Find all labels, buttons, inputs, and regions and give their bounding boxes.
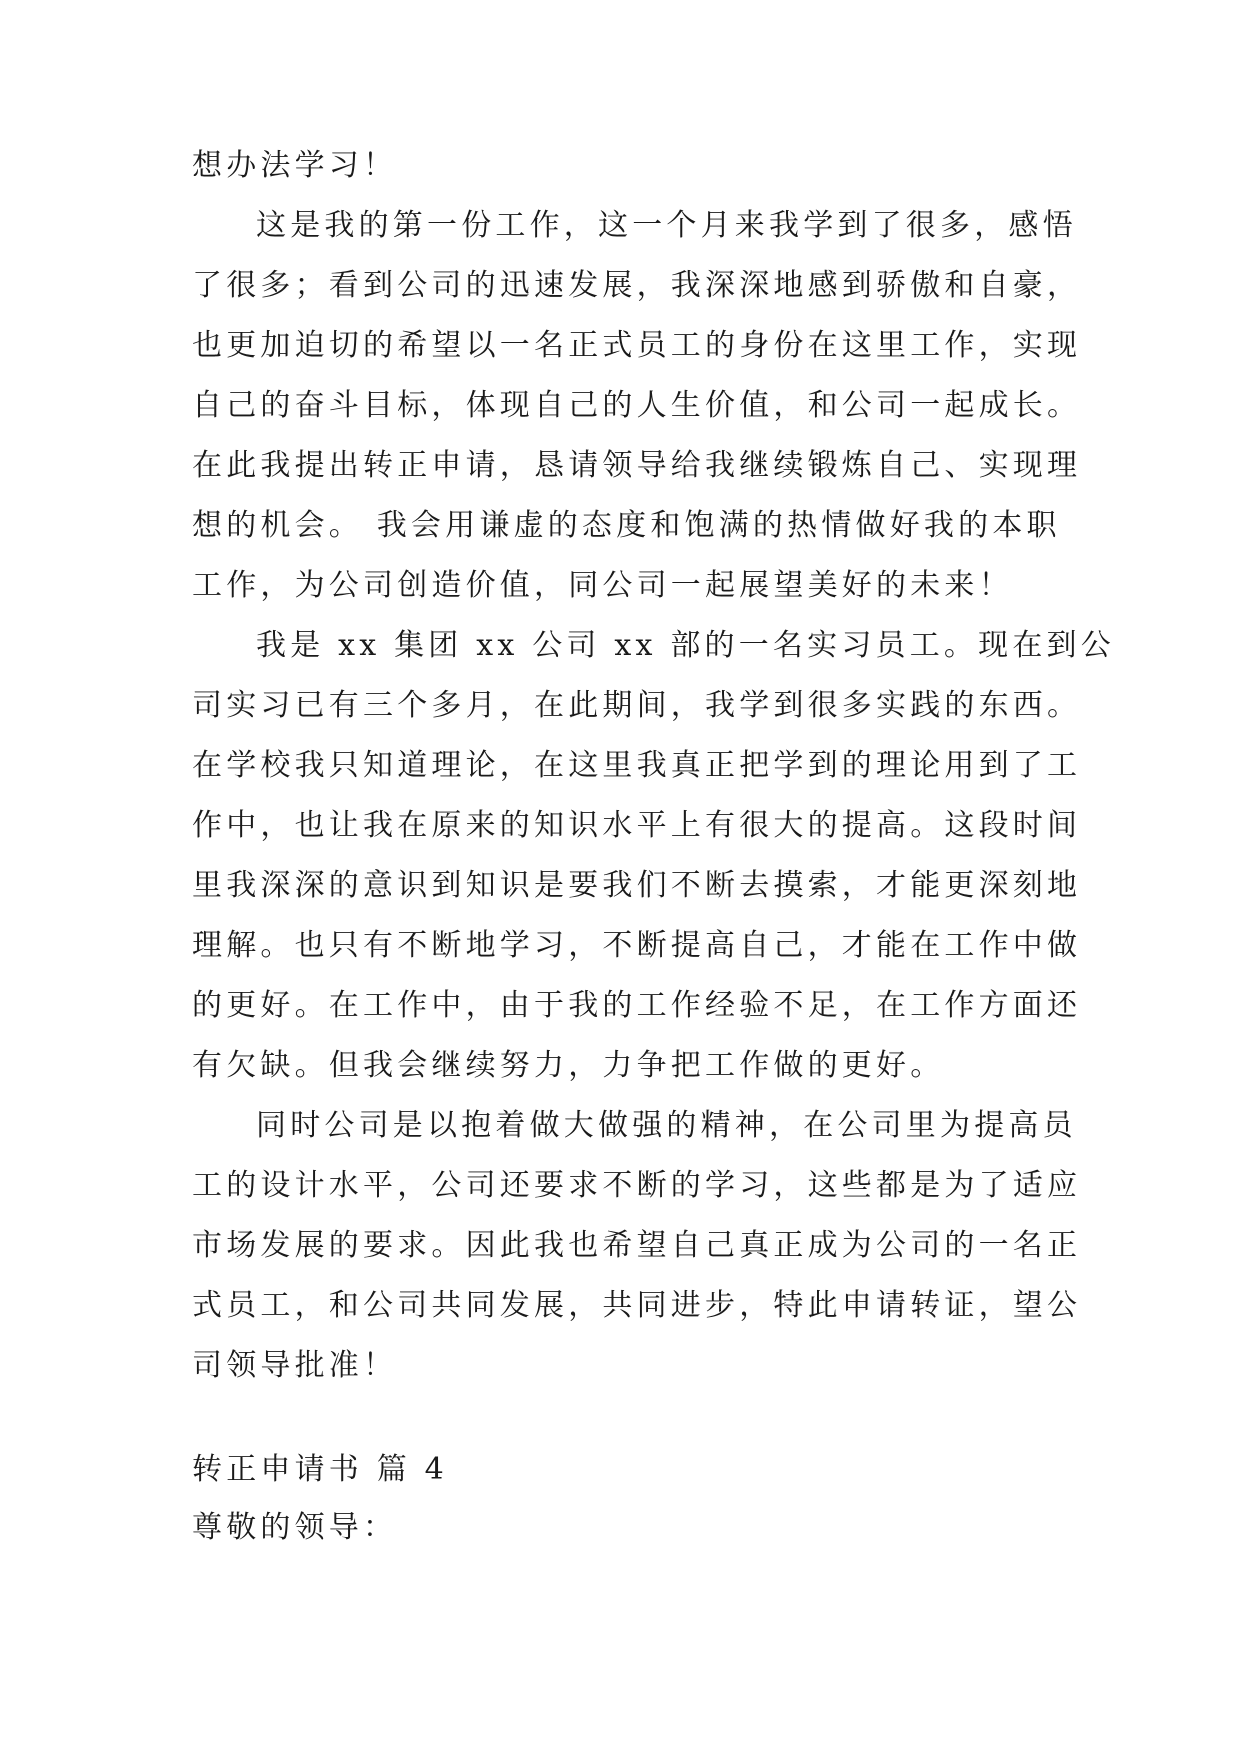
text-line: 司领导批准！	[192, 1348, 398, 1383]
text-line: 了很多；看到公司的迅速发展，我深深地感到骄傲和自豪，	[192, 268, 1082, 303]
paragraph-first-line: 这是我的第一份工作，这一个月来我学到了很多，感悟	[256, 208, 1077, 243]
salutation: 尊敬的领导：	[192, 1510, 398, 1545]
text-line: 作中，也让我在原来的知识水平上有很大的提高。这段时间	[192, 808, 1082, 843]
text-line: 有欠缺。但我会继续努力，力争把工作做的更好。	[192, 1048, 945, 1083]
paragraph-first-line: 同时公司是以抱着做大做强的精神，在公司里为提高员	[256, 1108, 1077, 1143]
text-line: 工的设计水平，公司还要求不断的学习，这些都是为了适应	[192, 1168, 1082, 1203]
section-heading: 转正申请书 篇 4	[192, 1452, 448, 1487]
text-line: 市场发展的要求。因此我也希望自己真正成为公司的一名正	[192, 1228, 1082, 1263]
text-line: 在学校我只知道理论，在这里我真正把学到的理论用到了工	[192, 748, 1082, 783]
text-line: 式员工，和公司共同发展，共同进步，特此申请转证，望公	[192, 1288, 1082, 1323]
text-line: 的更好。在工作中，由于我的工作经验不足，在工作方面还	[192, 988, 1082, 1023]
text-line: 工作，为公司创造价值，同公司一起展望美好的未来！	[192, 568, 1013, 603]
text-line: 自己的奋斗目标，体现自己的人生价值，和公司一起成长。	[192, 388, 1082, 423]
text-line: 想办法学习！	[192, 148, 398, 183]
text-line: 在此我提出转正申请，恳请领导给我继续锻炼自己、实现理	[192, 448, 1082, 483]
text-line: 里我深深的意识到知识是要我们不断去摸索，才能更深刻地	[192, 868, 1082, 903]
text-line: 理解。也只有不断地学习，不断提高自己，才能在工作中做	[192, 928, 1082, 963]
text-line: 司实习已有三个多月，在此期间，我学到很多实践的东西。	[192, 688, 1082, 723]
paragraph-first-line: 我是 xx 集团 xx 公司 xx 部的一名实习员工。现在到公	[256, 628, 1115, 663]
text-line: 想的机会。 我会用谦虚的态度和饱满的热情做好我的本职	[192, 508, 1061, 543]
text-line: 也更加迫切的希望以一名正式员工的身份在这里工作，实现	[192, 328, 1082, 363]
